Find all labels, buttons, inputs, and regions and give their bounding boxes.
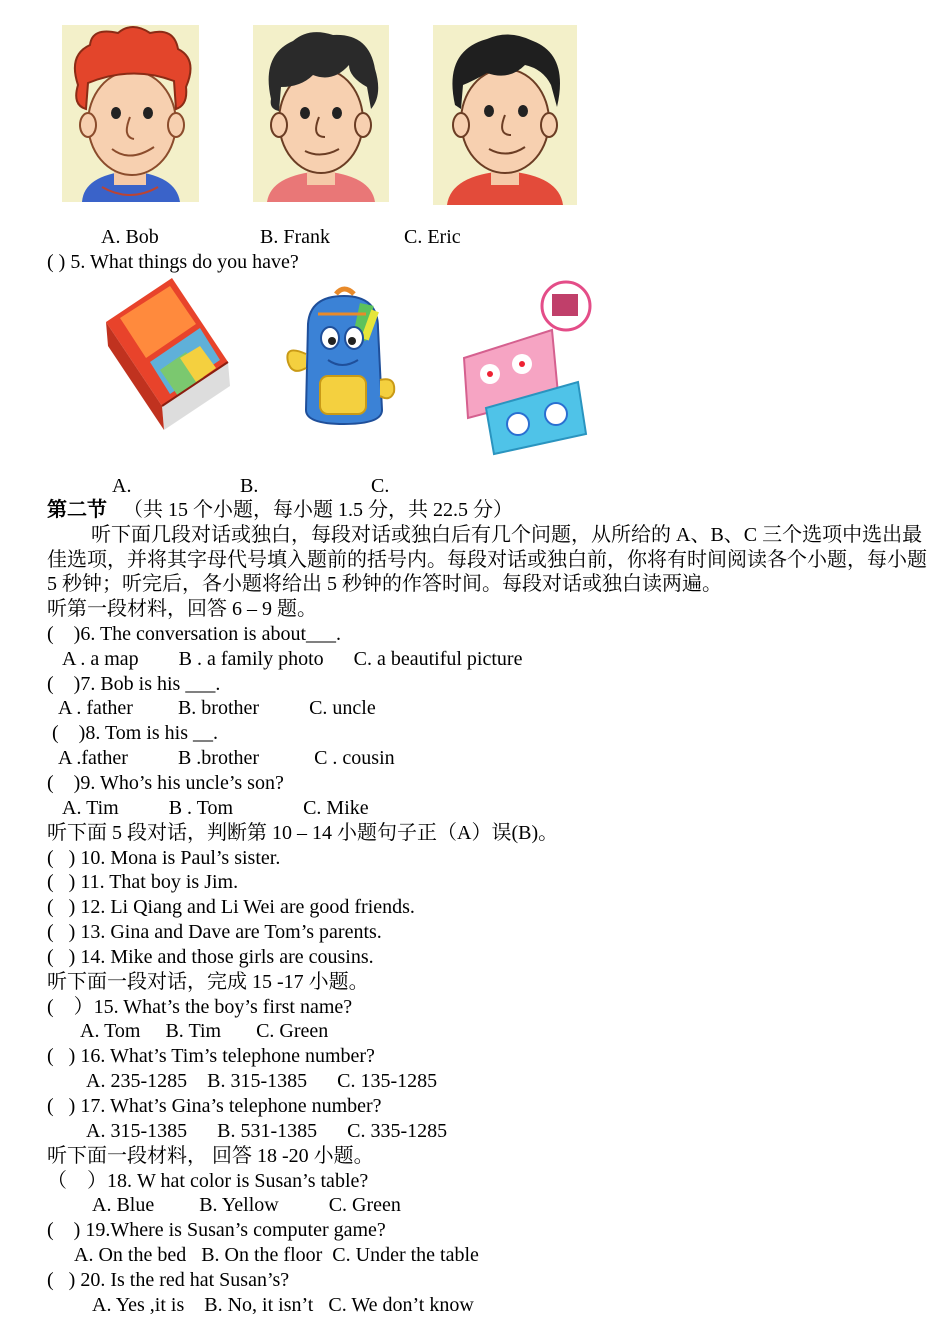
question-line: ( ) 14. Mike and those girls are cousins. xyxy=(47,945,374,968)
q5-option-b: B. xyxy=(240,475,259,497)
backpack-icon xyxy=(278,284,404,434)
question-5: ( ) 5. What things do you have? xyxy=(47,251,299,273)
question-line: A. Tim B . Tom C. Mike xyxy=(62,796,369,819)
question-line: 听第一段材料，回答 6 – 9 题。 xyxy=(47,598,317,620)
question-line: A . a map B . a family photo C. a beautiful picture xyxy=(62,647,523,670)
question-line: ( ) 20. Is the red hat Susan’s? xyxy=(47,1268,290,1291)
question-line: A. Tom B. Tim C. Green xyxy=(80,1020,329,1043)
question-line: ( )9. Who’s his uncle’s son? xyxy=(47,771,284,794)
q4-option-b: B. Frank xyxy=(260,226,330,248)
question-line: 听下面 5 段对话，判断第 10 – 14 小题句子正（A）误(B)。 xyxy=(47,821,559,844)
question-line: A .father B .brother C . cousin xyxy=(58,747,395,770)
q4-option-a: A. Bob xyxy=(101,226,159,248)
question-line: ( ) 10. Mona is Paul’s sister. xyxy=(47,846,281,869)
question-line: A. On the bed B. On the floor C. Under the table xyxy=(74,1244,479,1267)
question-line: A. 235-1285 B. 315-1385 C. 135-1285 xyxy=(86,1070,438,1093)
section-heading xyxy=(47,498,513,522)
question-line: ( ) 16. What’s Tim’s telephone number? xyxy=(47,1045,375,1068)
q5-option-c: C. xyxy=(371,475,390,497)
q5-option-a: A. xyxy=(112,475,132,497)
question-line: ( ) 19.Where is Susan’s computer game? xyxy=(47,1219,386,1242)
question-line: ( )8. Tom is his __. xyxy=(52,722,219,745)
question-line: ( ) 17. What’s Gina’s telephone number? xyxy=(47,1095,382,1117)
portrait-frank xyxy=(253,25,389,202)
instructions: 听下面几段对话或独白，每段对话或独白后有几个问题，从所给的 A、B、C 三个选项中选出最佳选项，并将其字母代号填入题前的括号内。每段对话或独白前，你将有时间阅读各个小题，每小题 5 秒钟；听完后，各小题将给出 5 秒钟的作答时间。每段对话或独白读两遍。 xyxy=(47,524,927,595)
question-line: A. 315-1385 B. 531-1385 C. 335-1285 xyxy=(86,1119,448,1142)
section-note: （共 15 个小题，每小题 1.5 分，共 22.5 分） xyxy=(123,499,513,521)
question-line: ( ) 13. Gina and Dave are Tom’s parents. xyxy=(47,921,382,944)
question-line: A. Yes ,it is B. No, it isn’t C. We don’t know xyxy=(92,1293,474,1316)
portrait-bob xyxy=(62,25,199,202)
question-line: ( )7. Bob is his ___. xyxy=(47,672,221,695)
question-line: ( ) 12. Li Qiang and Li Wei are good friends. xyxy=(47,896,415,919)
question-line: ( ）15. What’s the boy’s first name? xyxy=(47,995,353,1018)
question-line: 听下面一段材料， 回答 18 -20 小题。 xyxy=(47,1144,374,1167)
question-line: （ ）18. W hat color is Susan’s table? xyxy=(47,1169,369,1192)
question-line: 听下面一段对话，完成 15 -17 小题。 xyxy=(47,970,369,993)
question-line: ( )6. The conversation is about___. xyxy=(47,622,342,645)
question-line: ( ) 11. That boy is Jim. xyxy=(47,871,239,894)
q4-option-c: C. Eric xyxy=(404,226,461,248)
question-line: A. Blue B. Yellow C. Green xyxy=(92,1194,401,1217)
portrait-eric xyxy=(433,25,577,205)
dictionary-icon xyxy=(100,278,232,443)
question-line: A . father B. brother C. uncle xyxy=(58,697,376,720)
section-title: 第二节 xyxy=(47,499,107,521)
pencil-case-icon xyxy=(460,278,592,456)
